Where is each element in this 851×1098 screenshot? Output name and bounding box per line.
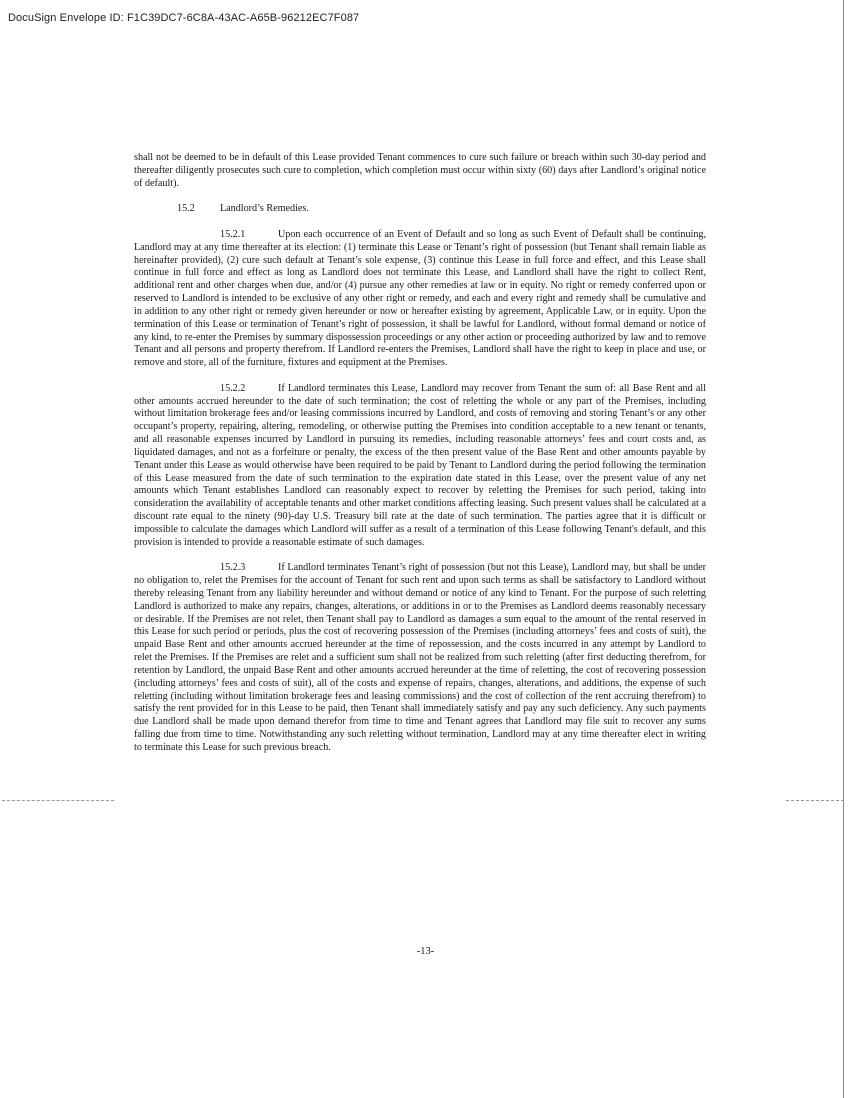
paragraph-text: If Landlord terminates this Lease, Landlord may recover from Tenant the sum of: all Base Rent and all other amounts accrued hereunder to the date of such termination; the cost of reletting the whole or any part of the Premises, including without limitation brokerage fees and/or leasing commissions incurred by Landlord, and costs of removing and storing Tenant’s or any other occupant’s property, repairing, altering, remodeling, or otherwise putting the Premises into condition acceptable to a new tenant or tenants, and all reasonable expenses incurred by Landlord in pursuing its remedies, including reasonable attorneys’ fees and court costs and, as liquidated damages, and not as a forfeiture or penalty, the excess of the then present value of the Base Rent and other amounts payable by Tenant under this Lease as would otherwise have been required to be paid by Tenant to Landlord during the period following the termination of this Lease measured from the date of such termination to the expiration date stated in this Lease, over the present value of any net amounts which Tenant establishes Landlord can reasonably expect to recover by reletting the Premises for such period, taking into consideration the availability of acceptable tenants and other market conditions affecting leasing. Such present values shall be calculated at a discount rate equal to the ninety (90)-day U.S. Treasury bill rate at the date of such termination. The parties agree that it is difficult or impossible to calculate the damages which Landlord will suffer as a result of a termination of this Lease following Tenant's default, and this provision is intended to provide a reasonable estimate of such damages. [134, 382, 706, 548]
scan-artifact-line-left [2, 800, 114, 801]
scan-artifact-line-right [786, 800, 844, 801]
subsection-number: 15.2.1 [220, 228, 246, 240]
subsection-number: 15.2.2 [220, 382, 246, 394]
subsection-number: 15.2.3 [220, 562, 246, 574]
section-heading-15-2 [134, 203, 706, 216]
paragraph-15-2-3 [134, 562, 706, 755]
docusign-envelope-id: DocuSign Envelope ID: F1C39DC7-6C8A-43AC-A65B-96212EC7F087 [8, 12, 360, 24]
paragraph-text: If Landlord terminates Tenant’s right of possession (but not this Lease), Landlord may, but shall be under no obligation to, relet the Premises for the account of Tenant for such rent and upon such terms as shall be satisfactory to Landlord without thereby releasing Tenant from any liability hereunder and without demand or notice of any kind to Tenant. For the purpose of such reletting Landlord is authorized to make any repairs, changes, alterations, or additions in or to the Premises as Landlord deems reasonably necessary or desirable. If the Premises are not relet, then Tenant shall pay to Landlord as damages a sum equal to the amount of the rental reserved in this Lease for such period or periods, plus the cost of recovering possession of the Premises (including attorneys’ fees and costs of suit), the unpaid Base Rent and other amounts accrued hereunder at the time of repossession, and the costs incurred in any attempt by Landlord to relet the Premises. If the Premises are relet and a sufficient sum shall not be realized from such reletting (after first deducting therefrom, for retention by Landlord, the unpaid Base Rent and other amounts accrued hereunder at the time of reletting, the cost of recovering possession (including attorneys’ fees and costs of suit), all of the costs and expense of repairs, changes, alterations, and additions, the expense of such reletting (including without limitation brokerage fees and leasing commissions) and the cost of collection of the rent accruing therefrom) to satisfy the rent provided for in this Lease to be paid, then Tenant shall immediately satisfy and pay any such deficiency. Any such payments due Landlord shall be made upon demand therefor from time to time and Tenant agrees that Landlord may file suit to recover any sums falling due from time to time. Notwithstanding any such reletting without termination, Landlord may at any time thereafter elect in writing to terminate this Lease for such previous breach. [134, 562, 706, 753]
document-body [134, 152, 706, 767]
paragraph-15-2-2 [134, 383, 706, 550]
intro-paragraph: shall not be deemed to be in default of this Lease provided Tenant commences to cure such failure or breach within such 30-day period and thereafter diligently prosecutes such cure to completion, which completion must occur within sixty (60) days after Landlord’s original notice of default). [134, 152, 706, 189]
section-number: 15.2 [177, 203, 195, 215]
page-edge-line [843, 0, 844, 1098]
section-title: Landlord’s Remedies. [220, 203, 309, 215]
paragraph-text: Upon each occurrence of an Event of Default and so long as such Event of Default shall be continuing, Landlord may at any time thereafter at its election: (1) terminate this Lease or Tenant’s right of possession (but Tenant shall remain liable as hereinafter provided), (2) cure such default at Tenant’s sole expense, (3) continue this Lease in full force and effect, and this Lease shall continue in full force and effect as long as Landlord does not terminate this Lease, and Landlord shall have the right to collect Rent, additional rent and other charges when due, and/or (4) pursue any other remedies at law or in equity. No right or remedy conferred upon or reserved to Landlord is intended to be exclusive of any other right or remedy, and each and every right and remedy shall be cumulative and in addition to any other right or remedy given hereunder or now or hereafter existing by agreement, Applicable Law, or in equity. Upon the termination of this Lease or termination of Tenant’s right of possession, it shall be lawful for Landlord, without formal demand or notice of any kind, to re-enter the Premises by summary dispossession proceedings or any other action or proceeding authorized by law and to remove Tenant and all persons and property therefrom. If Landlord re-enters the Premises, Landlord shall have the right to keep in place and use, or remove and store, all of the furniture, fixtures and equipment at the Premises. [134, 228, 706, 369]
page-number: -13- [416, 946, 435, 957]
paragraph-15-2-1 [134, 229, 706, 370]
